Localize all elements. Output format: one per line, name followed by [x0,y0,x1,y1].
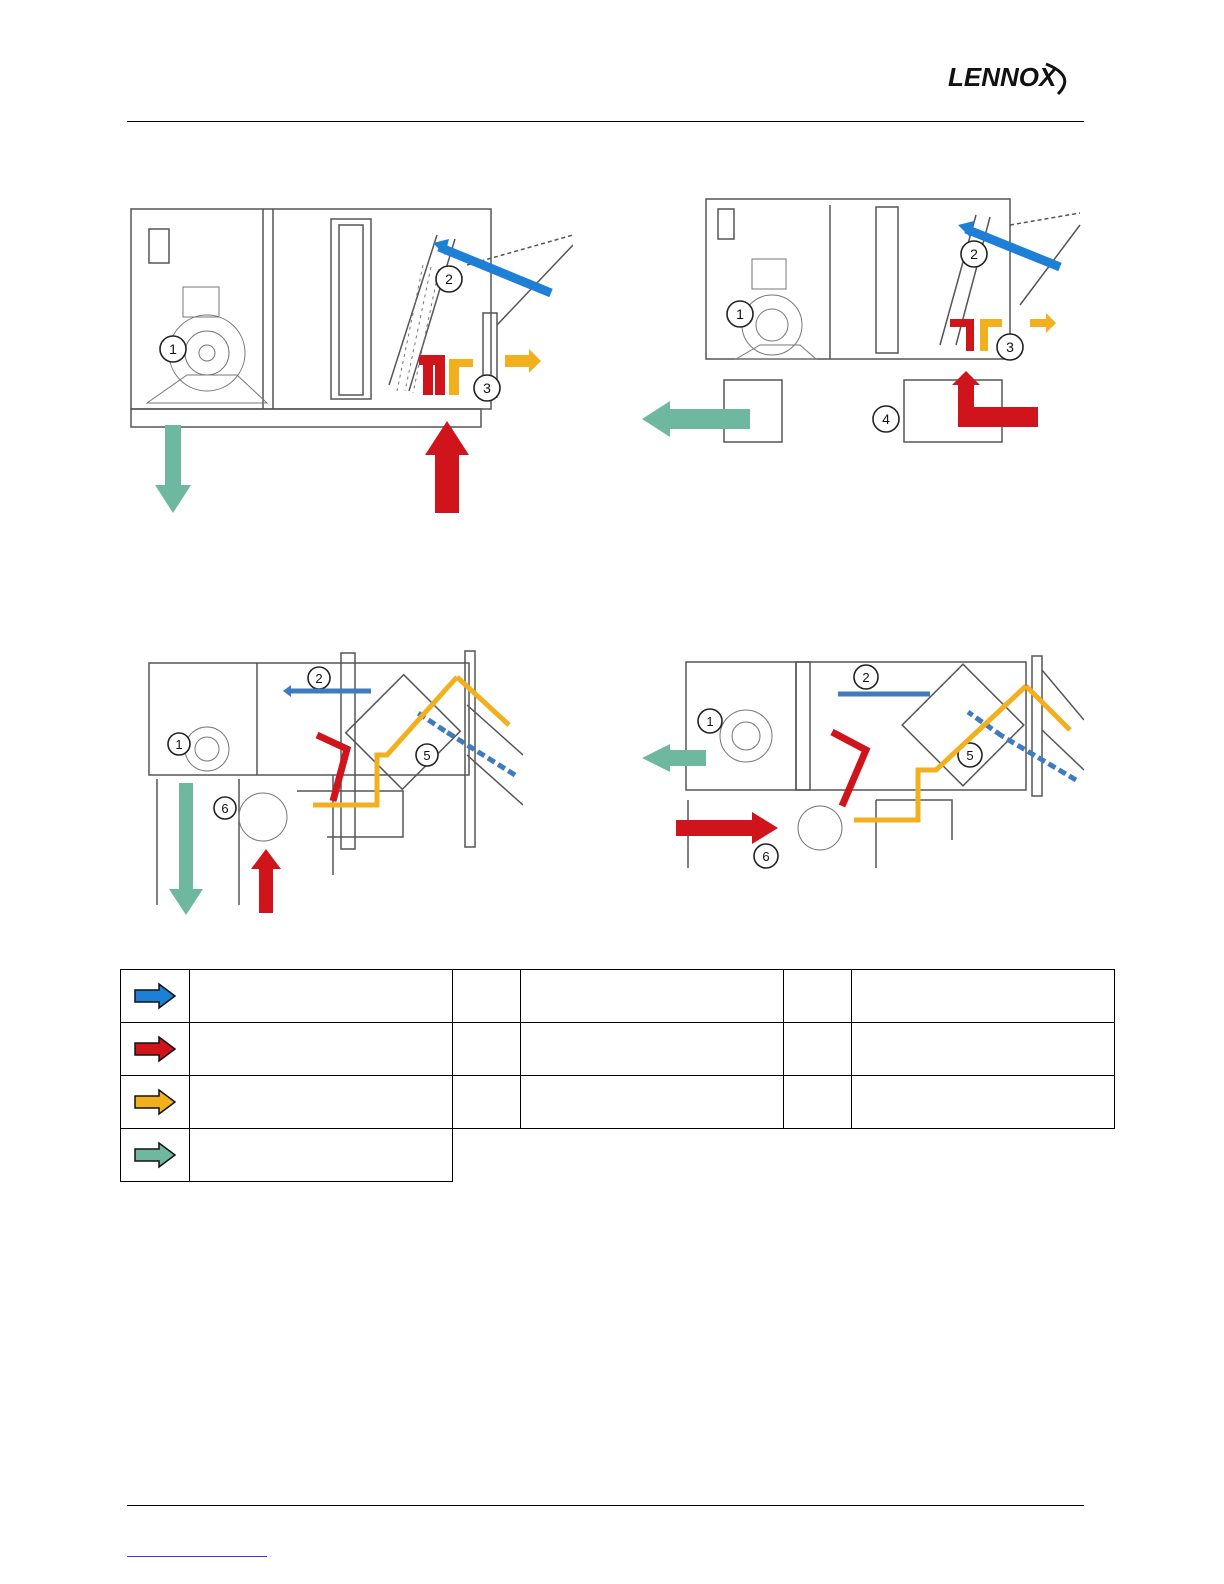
logo-wordmark: LENNOX [948,62,1057,92]
footer-divider [127,1505,1084,1506]
return-air-arrow-icon [121,1023,190,1076]
legend-cell [453,1076,521,1129]
callout-5-label: 5 [966,748,974,763]
callout-1-label: 1 [169,341,177,357]
diagram-horizontal [640,195,1084,470]
legend-row [121,1076,1115,1129]
fresh-air-arrow-icon [121,970,190,1023]
diagram-downflow [127,195,573,515]
callout-4-label: 4 [882,411,890,427]
airflow-legend [120,969,1115,1182]
diagram-heat-recovery-downflow [127,645,523,925]
legend-cell [521,1076,784,1129]
callout-6-label: 6 [221,801,229,816]
callout-2-label: 2 [315,671,323,686]
legend-cell [453,970,521,1023]
callout-3-label: 3 [483,380,491,396]
legend-cell [852,1023,1115,1076]
diagram-heat-recovery-horizontal [640,650,1084,880]
footer-link-underline[interactable] [127,1556,267,1557]
callout-5-label: 5 [423,748,431,763]
supply-air-arrow-icon [121,1129,190,1182]
callout-2-label: 2 [970,246,978,262]
lennox-logo [946,58,1078,98]
legend-cell [521,1023,784,1076]
legend-cell [190,1023,453,1076]
callout-6-label: 6 [762,849,770,864]
callout-1-label: 1 [706,714,714,729]
legend-cell [784,1076,852,1129]
exhaust-air-arrow-icon [121,1076,190,1129]
legend-cell [784,970,852,1023]
legend-empty [453,1129,1115,1182]
legend-cell [190,1076,453,1129]
legend-cell [190,1129,453,1182]
legend-row [121,1129,1115,1182]
legend-row [121,970,1115,1023]
legend-cell [852,970,1115,1023]
legend-cell [852,1076,1115,1129]
callout-2-label: 2 [862,670,870,685]
legend-cell [453,1023,521,1076]
callout-3-label: 3 [1006,339,1014,355]
header-divider [127,121,1084,122]
legend-cell [190,970,453,1023]
legend-cell [521,970,784,1023]
callout-2-label: 2 [445,271,453,287]
callout-1-label: 1 [175,737,183,752]
callout-1-label: 1 [736,306,744,322]
legend-cell [784,1023,852,1076]
legend-row [121,1023,1115,1076]
